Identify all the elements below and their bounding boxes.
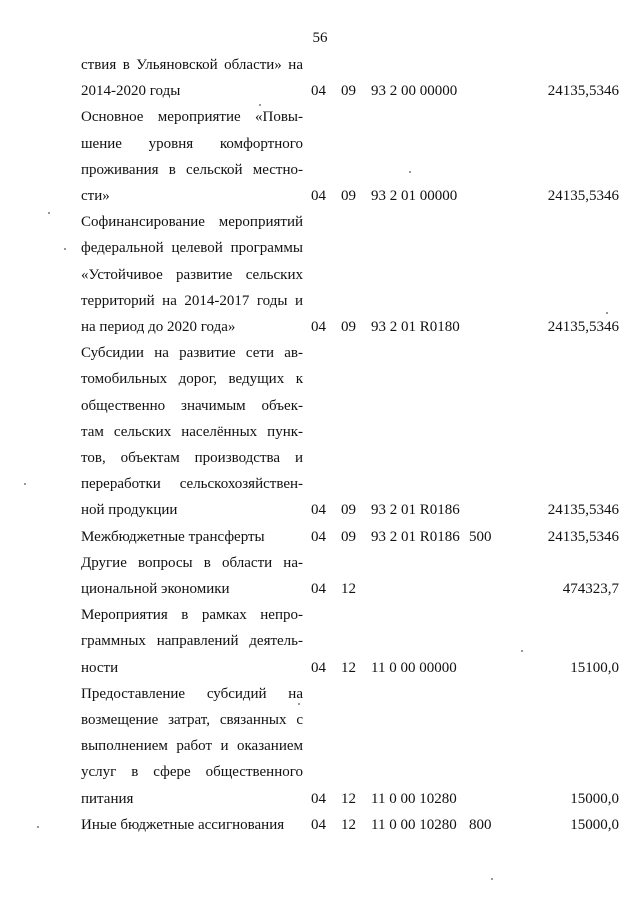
item-name-line: Субсидии на развитие сети ав- [81,345,303,362]
target-article-code: 11 0 00 00000 [371,659,457,676]
target-article-code: 93 2 01 R0180 [371,319,460,336]
section-code: 04 [311,816,326,833]
target-article-code: 93 2 01 00000 [371,188,458,205]
section-code: 04 [311,790,326,807]
item-name-line: там сельских населённых пунк- [81,423,303,440]
item-name [81,52,303,104]
item-name-line: циональной экономики [81,581,230,598]
item-name-line: ности [81,659,119,676]
table-row [0,524,640,550]
subsection-code: 09 [341,83,356,100]
expense-type-code: 800 [469,816,492,833]
table-row [0,104,640,209]
section-code: 04 [311,319,326,336]
subsection-code: 12 [341,659,356,676]
item-name [81,104,303,209]
amount: 15000,0 [570,816,619,833]
item-name [81,550,303,602]
subsection-code: 09 [341,502,356,519]
section-code: 04 [311,188,326,205]
amount: 24135,5346 [547,528,619,545]
scan-speck [64,248,66,250]
table-row [0,550,640,602]
item-name-line: переработки сельскохозяйствен- [81,476,303,493]
table-row [0,681,640,812]
scan-speck [491,878,493,880]
target-article-code: 11 0 00 10280 [371,816,457,833]
target-article-code: 11 0 00 10280 [371,790,457,807]
target-article-code: 93 2 01 R0186 [371,528,460,545]
section-code: 04 [311,528,326,545]
item-name-line: томобильных дорог, ведущих к [81,371,303,388]
item-name-line: ствия в Ульяновской области» на [81,57,303,73]
scan-speck [298,703,300,705]
item-name-line: шение уровня комфортного [81,135,303,152]
item-name-line: выполнением работ и оказанием [81,738,303,755]
item-name [81,340,303,523]
scan-speck [24,483,26,485]
item-name-line: «Устойчивое развитие сельских [81,266,303,283]
item-name-line: на период до 2020 года» [81,319,236,336]
item-name-line: 2014-2020 годы [81,83,181,100]
item-name-line: федеральной целевой программы [81,240,303,257]
item-name-line: сти» [81,188,110,205]
amount: 24135,5346 [547,319,619,336]
subsection-code: 09 [341,528,356,545]
item-name-line: Другие вопросы в области на- [81,554,303,571]
item-name-line: питания [81,790,134,807]
target-article-code: 93 2 01 R0186 [371,502,460,519]
item-name-line: Межбюджетные трансферты [81,528,265,545]
item-name-line: граммных направлений деятель- [81,633,303,650]
subsection-code: 12 [341,581,356,598]
table-row [0,812,640,838]
scan-speck [259,104,261,106]
item-name [81,524,303,550]
section-code: 04 [311,83,326,100]
section-code: 04 [311,581,326,598]
item-name-line: услуг в сфере общественного [81,764,303,781]
item-name-line: Софинансирование мероприятий [81,214,303,231]
page-number: 56 [312,30,328,46]
section-code: 04 [311,659,326,676]
amount: 24135,5346 [547,188,619,205]
item-name-line: Иные бюджетные ассигнования [81,816,285,833]
amount: 24135,5346 [547,502,619,519]
scan-speck [521,650,523,652]
item-name [81,602,303,681]
amount: 474323,7 [562,581,619,598]
item-name-line: Мероприятия в рамках непро- [81,607,303,624]
item-name-line: общественно значимым объек- [81,397,303,414]
amount: 15100,0 [570,659,619,676]
item-name-line: тов, объектам производства и [81,450,303,467]
item-name [81,681,303,812]
item-name [81,209,303,340]
table-row [0,340,640,523]
subsection-code: 09 [341,188,356,205]
budget-table [0,52,640,838]
table-row [0,209,640,340]
item-name-line: Предоставление субсидий на [81,685,303,702]
expense-type-code: 500 [469,528,492,545]
subsection-code: 12 [341,816,356,833]
item-name-line: Основное мероприятие «Повы- [81,109,303,126]
item-name-line: территорий на 2014-2017 годы и [81,292,303,309]
item-name [81,812,303,838]
scan-speck [606,312,608,314]
scan-speck [48,212,50,214]
scan-speck [37,826,39,828]
table-row [0,52,640,104]
table-row [0,602,640,681]
item-name-line: проживания в сельской местно- [81,161,303,178]
target-article-code: 93 2 00 00000 [371,83,458,100]
item-name-line: возмещение затрат, связанных с [81,712,303,729]
subsection-code: 09 [341,319,356,336]
scan-speck [409,171,411,173]
amount: 15000,0 [570,790,619,807]
section-code: 04 [311,502,326,519]
item-name-line: ной продукции [81,502,178,519]
amount: 24135,5346 [547,83,619,100]
subsection-code: 12 [341,790,356,807]
